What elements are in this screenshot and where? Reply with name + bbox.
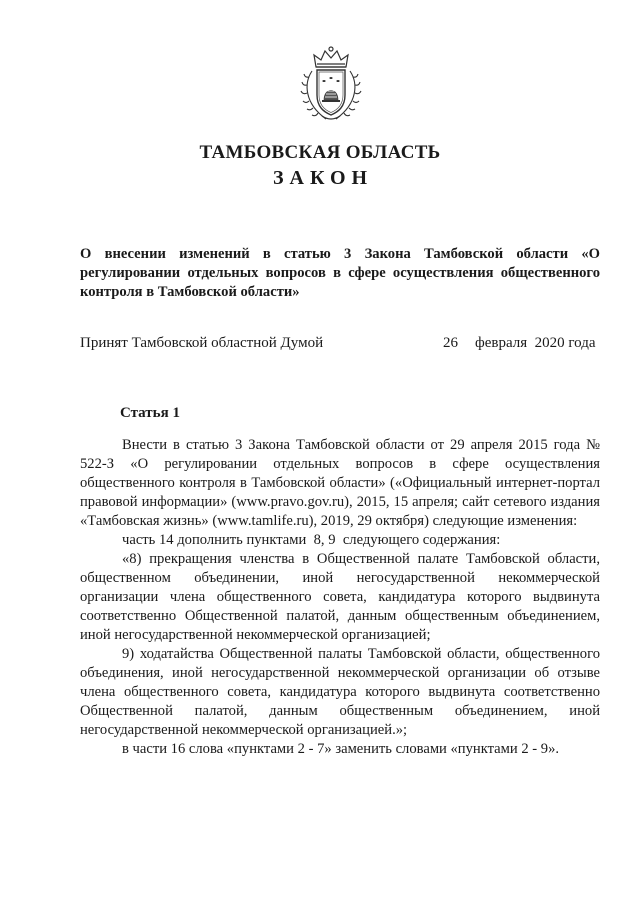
item-8-text: «8) прекращения членства в Общественной палате Тамбовской области, общественном объединении, иной негосударственной некоммерческой организации члена общественного совета, кандидатура которого выдвинута соответственно Общественной палатой, данным общественным объединением, иной негосударственной некоммерческой организацией; — [80, 551, 600, 643]
adoption-day: 26 — [443, 335, 458, 351]
region-name: ТАМБОВСКАЯ ОБЛАСТЬ — [199, 142, 441, 163]
article-heading: Статья 1 — [120, 405, 180, 421]
tambov-coat-of-arms-icon — [300, 45, 362, 123]
adopted-by: Принят Тамбовской областной Думой — [80, 335, 324, 351]
law-title: О внесении изменений в статью 3 Закона Тамбовской области «О регулировании отдельных вопросов в сфере осуществления общественного контроля в Тамбовской области» — [80, 246, 600, 300]
adoption-month-year: февраля 2020 года — [475, 335, 596, 351]
part-14-amendment: часть 14 дополнить пунктами 8, 9 следующего содержания: — [122, 532, 501, 548]
item-9-text: 9) ходатайства Общественной палаты Тамбовской области, общественного объединения, иной негосударственной некоммерческой организации об отзыве члена общественного совета, кандидатура которого выдвинута соответственно Общественной палатой, данным общественным объединением, иной негосударственной некоммерческой организацией.»; — [80, 646, 600, 738]
article-body — [80, 436, 600, 759]
document-type: ЗАКОН — [272, 167, 374, 189]
article-intro: Внести в статью 3 Закона Тамбовской области от 29 апреля 2015 года № 522-З «О регулировании отдельных вопросов в сфере осуществления общественного контроля в Тамбовской области» («Официальный интернет-портал правовой информации» (www.pravo.gov.ru), 2015, 15 апреля; сайт сетевого издания «Тамбовская жизнь» (www.tamlife.ru), 2019, 29 октября) следующие изменения: — [80, 437, 600, 529]
part-16-amendment: в части 16 слова «пунктами 2 - 7» заменить словами «пунктами 2 - 9». — [122, 741, 560, 757]
